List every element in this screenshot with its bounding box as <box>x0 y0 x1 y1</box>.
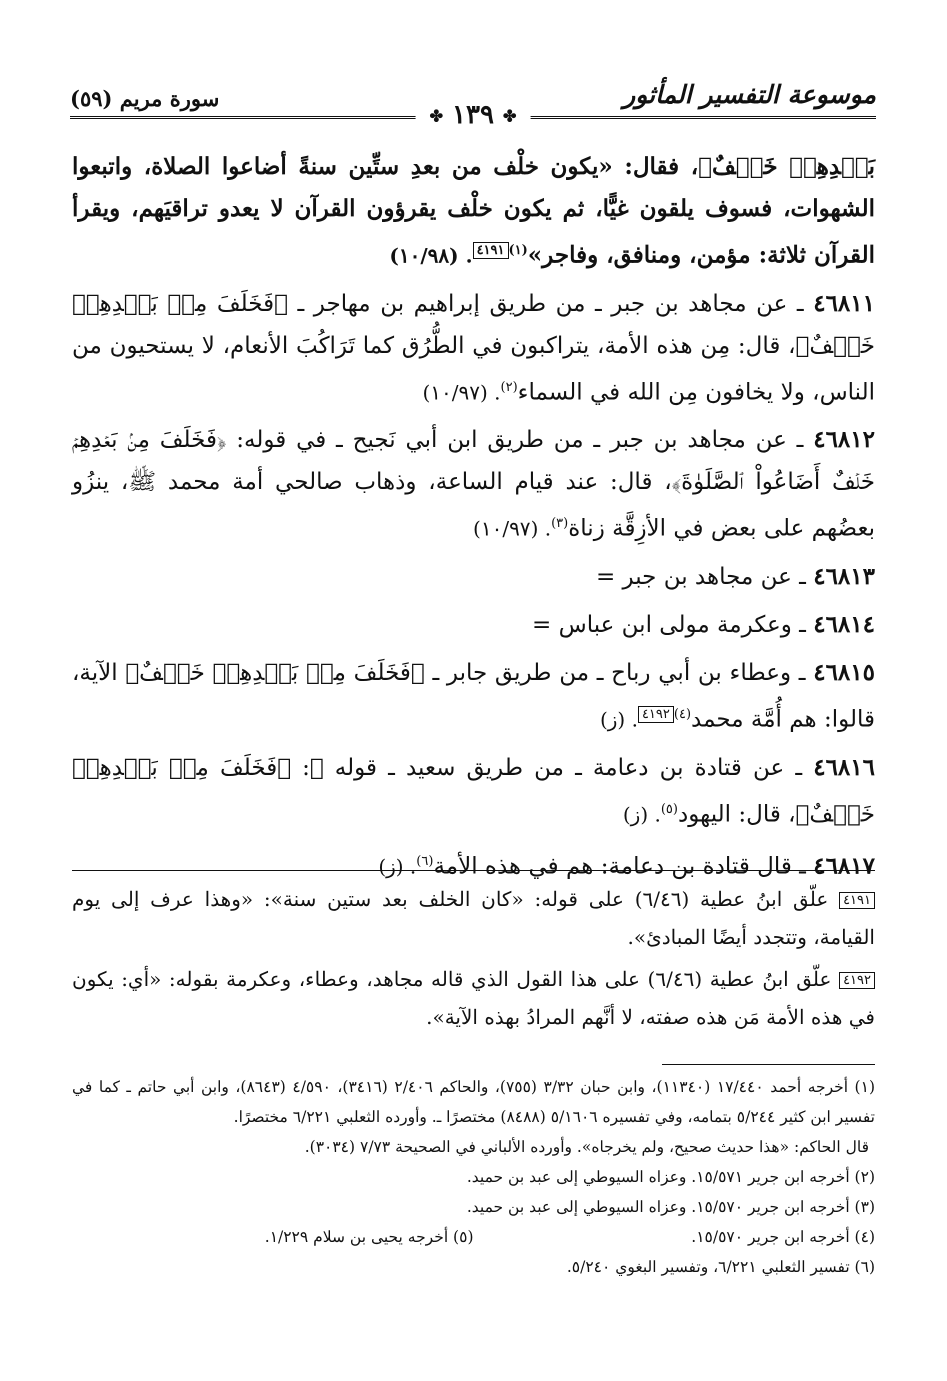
footnote: (٥) أخرجه يحيى بن سلام ١/٢٢٩. <box>264 1228 474 1246</box>
paragraph-text: ـ عن مجاهد بن جبر = <box>595 563 814 590</box>
athar-number: ٤٦٨١١ <box>813 289 875 317</box>
commentary-notes <box>72 880 875 1040</box>
paragraph-text: ـ عن مجاهد بن جبر ـ من طريق إبراهيم بن مهاجر ـ ﴿فَخَلَفَ مِنۢ بَعۡدِهِمۡ خَلۡفٌ﴾، قال: مِن هذه الأمة، يتراكبون في الطُّرُق كما تَرَاكُبَ الأنعام، لا يستحيون من الناس، ولا يخافون مِن الله في السماء <box>72 290 875 406</box>
ornament-icon: ✤ <box>503 106 517 126</box>
footnote-marker: (٤) <box>673 706 692 722</box>
paragraph-text: ـ وعكرمة مولى ابن عباس = <box>532 611 814 638</box>
footnote: (١) أخرجه أحمد ١٧/٤٤٠ (١١٣٤٠)، وابن حبان ٣/٣٢ (٧٥٥)، والحاكم ٢/٤٠٦ (٣٤١٦)، ٤/٥٩٠ (٨٦٤٣)، وابن أبي حاتم ـ كما في تفسير ابن كثير ٥/٢٤٤ بتمامه، وفي تفسيره ٥/١٦٠٦ (٨٤٨٨) مختصرًا ـ. وأورده الثعلبي ٦/٢٢١ مختصرًا. <box>72 1078 875 1126</box>
paragraph-text: ـ وعطاء بن أبي رباح ـ من طريق جابر ـ ﴿فَخَلَفَ مِنۢ بَعۡدِهِمۡ خَلۡفٌ﴾ الآية، قالوا: هم أُمَّة محمد <box>72 659 875 733</box>
commentary-note <box>72 880 875 956</box>
notes-divider <box>72 870 875 871</box>
athar-number: ٤٦٨١٢ <box>813 426 875 454</box>
footnote-marker: (١) <box>508 243 528 258</box>
footnote: (٢) أخرجه ابن جرير ١٥/٥٧١. وعزاه السيوطي إلى عبد بن حميد. <box>466 1168 875 1186</box>
surah-title: سورة مريم (٥٩) <box>70 86 220 111</box>
reference: . (ز) <box>622 802 661 827</box>
note-box-label: ٤١٩٢ <box>839 972 875 989</box>
footnote: (٤) أخرجه ابن جرير ١٥/٥٧٠. <box>691 1228 875 1246</box>
paragraph <box>72 652 875 741</box>
athar-number: ٤٦٨١٧ <box>813 852 875 880</box>
footnote-marker: (٥) <box>660 801 678 817</box>
note-text: علّق ابنُ عطية (٦/٤٦) على قوله: «كان الخلف بعد ستين سنة»: «وهذا عرف إلى يوم القيامة، وتتجدد أيضًا المبادئ». <box>72 887 875 949</box>
reference: . (ز) <box>378 854 417 879</box>
note-box-label: ٤١٩١ <box>839 892 875 909</box>
reference: . (ز) <box>599 707 638 732</box>
athar-number: ٤٦٨١٥ <box>813 658 875 686</box>
main-text <box>72 146 875 894</box>
paragraph <box>72 283 875 414</box>
reference: . (١٠/٩٨) <box>389 243 473 268</box>
footnote-marker: (٣) <box>551 516 569 532</box>
footnote-marker: (٦) <box>416 854 434 870</box>
reference: . (١٠/٩٧) <box>422 380 501 405</box>
paragraph-text: ـ قال قتادة بن دعامة: هم في هذه الأمة <box>433 853 814 880</box>
paragraph-text: ـ عن مجاهد بن جبر ـ من طريق ابن أبي نَجيح ـ في قوله: ﴿فَخَلَفَ مِنۢ بَعۡدِهِمۡ خَلۡفٌ أَضَاعُواْ ٱلصَّلَوٰةَ﴾، قال: عند قيام الساعة، وذهاب صالحي أمة محمد ﷺ، ينزُو بعضُهم على بعض في الأزِقَّة زناة <box>72 427 875 542</box>
paragraph-text: ـ عن قتادة بن دعامة ـ من طريق سعيد ـ قوله ﷻ: ﴿فَخَلَفَ مِنۢ بَعۡدِهِمۡ خَلۡفٌ﴾، قال: اليهود <box>72 754 875 828</box>
footnotes-divider <box>662 1064 875 1065</box>
paragraph <box>72 419 875 550</box>
book-title: موسوعة التفسير المأثور <box>623 80 876 109</box>
page-number: ١٣٩ <box>452 100 494 130</box>
reference: . (١٠/٩٧) <box>473 516 552 541</box>
paragraph <box>72 604 875 646</box>
page-header <box>70 80 876 128</box>
paragraph <box>72 747 875 836</box>
footnote-row <box>72 1222 875 1252</box>
paragraph <box>72 556 875 598</box>
note-box-marker: ٤١٩١ <box>473 242 509 259</box>
page-number-block <box>416 100 531 130</box>
footnote-marker: (٢) <box>500 379 518 395</box>
paragraph-text: بَعۡدِهِمۡ خَلۡفٌ﴾، فقال: «يكون خلْف من بعدِ ستِّين سنةً أضاعوا الصلاة، واتبعوا الشهوات، فسوف يلقون غيًّا، ثم يكون خلْف يقرؤون القرآن لا يعدو تراقيَهم، ويقرأ القرآن ثلاثة: مؤمن، ومنافق، وفاجر» <box>72 153 875 269</box>
athar-number: ٤٦٨١٣ <box>813 562 875 590</box>
note-text: علّق ابنُ عطية (٦/٤٦) على هذا القول الذي قاله مجاهد، وعطاء، وعكرمة بقوله: «أي: يكون في هذه الأمة مَن هذه صفته، لا أنَّهم المرادُ بهذه الآية». <box>72 967 875 1029</box>
footnote: (٦) تفسير الثعلبي ٦/٢٢١، وتفسير البغوي ٥/٢٤٠. <box>566 1258 875 1276</box>
footnotes <box>72 1072 875 1282</box>
athar-number: ٤٦٨١٤ <box>813 610 875 638</box>
footnote-continuation: قال الحاكم: «هذا حديث صحيح، ولم يخرجاه». وأورده الألباني في الصحيحة ٧/٧٣ (٣٠٣٤). <box>304 1138 869 1156</box>
commentary-note <box>72 960 875 1036</box>
ornament-icon: ✤ <box>429 106 443 126</box>
athar-number: ٤٦٨١٦ <box>813 753 875 781</box>
note-box-marker: ٤١٩٢ <box>638 706 674 723</box>
footnote: (٣) أخرجه ابن جرير ١٥/٥٧٠. وعزاه السيوطي إلى عبد بن حميد. <box>466 1198 875 1216</box>
paragraph <box>72 146 875 277</box>
